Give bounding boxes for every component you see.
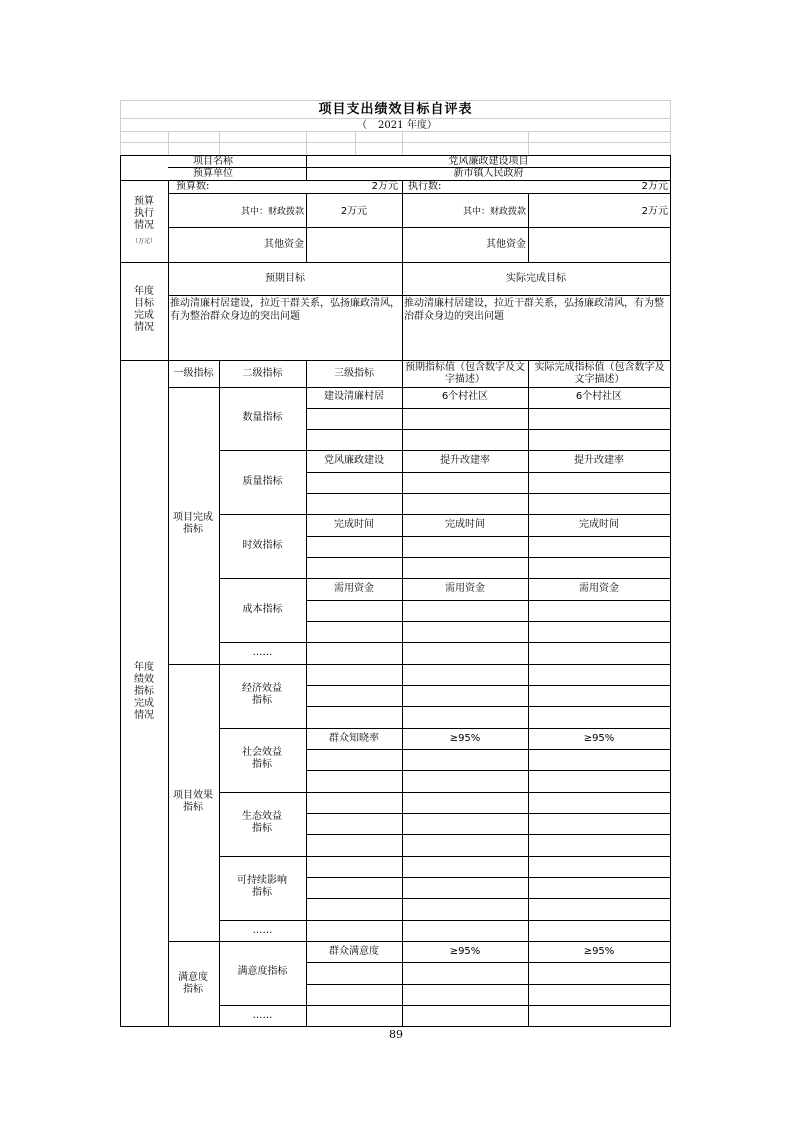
grid-line xyxy=(120,100,671,101)
goals-section-label: 年度目标完成情况 xyxy=(134,286,154,333)
table-line xyxy=(306,770,671,771)
exec-amount-label: 执行数: xyxy=(408,181,442,192)
grid-line xyxy=(219,131,220,155)
table-line xyxy=(306,962,671,963)
table-line xyxy=(306,984,671,985)
budget-unit-label: 预算单位 xyxy=(193,168,233,179)
row-name: 需用资金 xyxy=(334,583,374,594)
header-expected: 预期指标值（包含数字及文字描述） xyxy=(405,362,525,385)
table-line xyxy=(528,193,529,262)
budget-unit-value: 新市镇人民政府 xyxy=(453,168,524,179)
table-border xyxy=(120,155,121,1027)
table-line xyxy=(306,749,671,750)
table-line xyxy=(168,941,671,942)
row-actual: 完成时间 xyxy=(579,519,619,530)
grid-line xyxy=(402,131,403,155)
table-line xyxy=(306,193,307,262)
table-line xyxy=(219,920,671,921)
page-number: 89 xyxy=(389,1028,403,1041)
row-name: 党风廉政建设 xyxy=(324,455,384,466)
level2-satisfaction: 满意度指标 xyxy=(237,966,288,977)
row-actual: 6个村社区 xyxy=(575,391,623,402)
table-line xyxy=(306,813,671,814)
table-line xyxy=(306,472,671,473)
header-actual: 实际完成指标值（包含数字及文字描述） xyxy=(534,362,665,385)
table-line xyxy=(306,706,671,707)
table-line xyxy=(306,685,671,686)
table-line xyxy=(306,621,671,622)
grid-line xyxy=(120,142,671,143)
fiscal-label: 其中：财政拨款 xyxy=(240,207,304,217)
table-line xyxy=(306,600,671,601)
level2-ecological: 生态效益指标 xyxy=(242,811,282,834)
budget-section-label: 预算执行情况 xyxy=(134,196,154,231)
table-line xyxy=(306,408,671,409)
table-line xyxy=(306,877,671,878)
table-line xyxy=(219,642,671,643)
level2-ellipsis-2: …… xyxy=(252,925,273,936)
table-border xyxy=(670,155,671,1027)
table-line xyxy=(306,834,671,835)
level2-ellipsis-3: …… xyxy=(252,1010,273,1021)
fiscal-exec-label: 其中：财政拨款 xyxy=(462,207,526,217)
grid-line xyxy=(120,118,671,119)
exec-amount-value: 2万元 xyxy=(641,181,668,192)
table-line xyxy=(306,898,671,899)
table-line xyxy=(168,360,169,1027)
table-border xyxy=(120,1026,671,1027)
table-line xyxy=(168,664,671,665)
other-funds-exec-label: 其他资金 xyxy=(486,239,526,250)
level1-effect: 项目效果指标 xyxy=(173,790,213,813)
row-expected: ≥95% xyxy=(449,946,481,957)
row-name: 完成时间 xyxy=(334,519,374,530)
row-expected: 需用资金 xyxy=(445,583,485,594)
row-actual: 需用资金 xyxy=(579,583,619,594)
table-line xyxy=(168,387,671,388)
table-line xyxy=(219,792,671,793)
year-open: （ xyxy=(357,120,367,131)
expected-goal-header: 预期目标 xyxy=(265,273,305,284)
row-name: 建设清廉村居 xyxy=(324,391,384,402)
budget-amount-value: 2万元 xyxy=(371,181,398,192)
grid-line xyxy=(528,131,529,155)
grid-line xyxy=(168,131,169,155)
table-line xyxy=(219,728,671,729)
row-expected: ≥95% xyxy=(449,733,481,744)
table-line xyxy=(168,295,671,296)
row-expected: 提升改建率 xyxy=(440,455,490,466)
row-actual: 提升改建率 xyxy=(574,455,624,466)
level2-timeliness: 时效指标 xyxy=(242,540,283,551)
fiscal-budget-value: 2万元 xyxy=(340,206,368,217)
row-name: 群众知晓率 xyxy=(329,733,379,744)
grid-line xyxy=(306,131,307,155)
table-line xyxy=(219,514,671,515)
table-line xyxy=(120,360,671,361)
table-line xyxy=(120,262,671,263)
actual-goal-header: 实际完成目标 xyxy=(506,273,566,284)
table-line xyxy=(306,557,671,558)
level2-ellipsis: …… xyxy=(252,647,273,658)
table-line xyxy=(219,1005,671,1006)
grid-line xyxy=(355,131,356,155)
row-actual: ≥95% xyxy=(583,733,615,744)
header-level2: 二级指标 xyxy=(242,368,283,379)
level1-completion: 项目完成指标 xyxy=(173,512,213,535)
table-line xyxy=(219,856,671,857)
level2-social: 社会效益指标 xyxy=(242,747,282,770)
level2-economic: 经济效益指标 xyxy=(242,683,282,706)
table-line xyxy=(306,536,671,537)
budget-amount-label: 预算数: xyxy=(176,181,210,192)
level2-cost: 成本指标 xyxy=(242,604,283,615)
page-title: 项目支出绩效目标自评表 xyxy=(318,102,473,117)
table-line xyxy=(306,493,671,494)
indicators-section-label: 年度绩效指标完成情况 xyxy=(134,662,154,721)
table-line xyxy=(219,578,671,579)
project-name-value: 党风廉政建设项目 xyxy=(448,156,529,167)
level1-satisfaction: 满意度指标 xyxy=(178,972,208,995)
year-suffix: 年度） xyxy=(407,120,437,131)
row-expected: 完成时间 xyxy=(445,519,485,530)
expected-goal-text: 推动清廉村居建设，拉近干群关系，弘扬廉政清风，有为整治群众身边的突出问题 xyxy=(170,298,400,322)
table-line xyxy=(168,193,671,194)
row-expected: 6个村社区 xyxy=(441,391,489,402)
actual-goal-text: 推动清廉村居建设，拉近干群关系，弘扬廉政清风，有为整治群众身边的突出问题 xyxy=(404,298,664,322)
table-line xyxy=(306,429,671,430)
other-funds-label: 其他资金 xyxy=(264,239,304,250)
fiscal-exec-value: 2万元 xyxy=(641,206,668,217)
table-line xyxy=(168,227,671,228)
level2-sustainable: 可持续影响指标 xyxy=(237,875,287,898)
year-value: 2021 xyxy=(378,120,404,131)
row-actual: ≥95% xyxy=(583,946,615,957)
row-name: 群众满意度 xyxy=(329,946,379,957)
table-line xyxy=(219,450,671,451)
level2-quantity: 数量指标 xyxy=(242,412,283,423)
header-level1: 一级指标 xyxy=(173,368,214,379)
level2-quality: 质量指标 xyxy=(242,476,283,487)
project-name-label: 项目名称 xyxy=(193,156,233,167)
budget-section-unit: （万元） xyxy=(131,238,156,245)
header-level3: 三级指标 xyxy=(334,368,374,379)
